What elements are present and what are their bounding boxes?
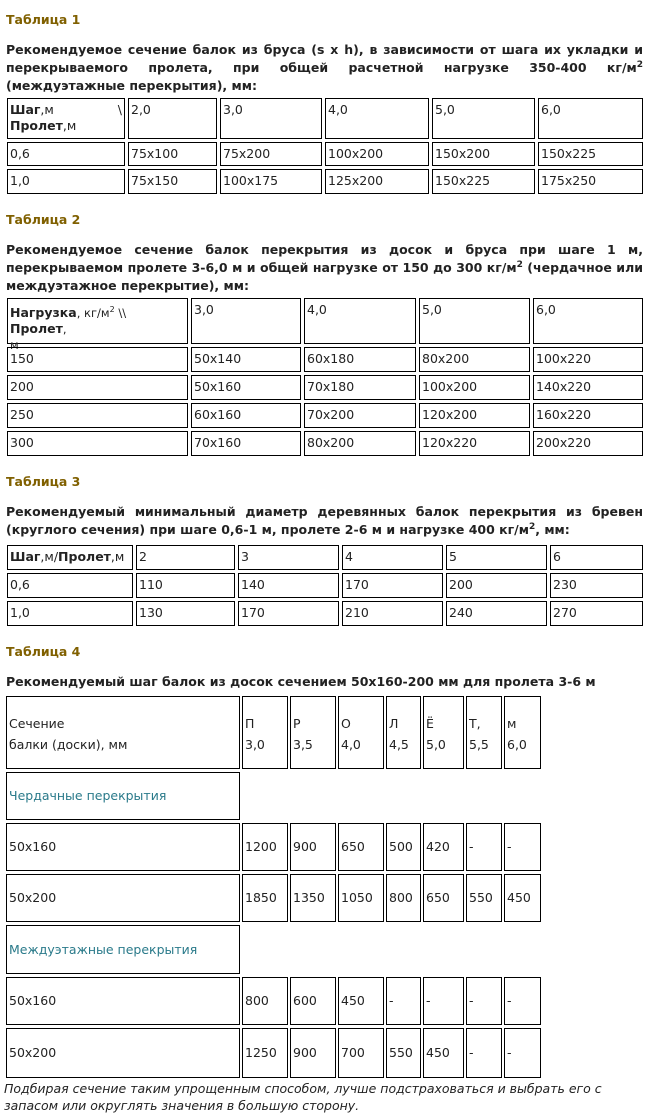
table1-cell: 150x225 [432,169,535,194]
table4-cell: 650 [423,874,464,922]
table1-cell: 75x200 [220,142,322,166]
table3-cell: 170 [238,601,339,626]
table1-corner-step: Шаг [10,102,41,117]
table4-col-letter: Ё [426,716,434,731]
table4-col-letter: О [341,716,351,731]
table4-col-letter: П [245,716,255,731]
table4-title: Таблица 4 [6,644,81,659]
table1-corner-line1 [10,102,122,118]
table4-cell: - [466,1028,502,1078]
table4-col-header [338,696,384,769]
table2-cell: 200x220 [533,431,643,456]
table4-cell: 600 [290,977,336,1025]
table3-cell: 140 [238,573,339,598]
table4-cell: 1200 [242,823,288,871]
table3-desc-text: Рекомендуемый минимальный диаметр деревянных балок перекрытия из бревен (круглого сечения) при шаге 0,6-1 м, пролете 2-6 м и нагрузке 400 кг/м [6,504,643,537]
table2-row-label: 150 [7,347,188,372]
table2-cell: 80x200 [304,431,416,456]
table2-row-label: 200 [7,375,188,400]
table2-col-header: 3,0 [191,298,301,344]
table2-title: Таблица 2 [6,212,81,227]
table1-col-header: 3,0 [220,98,322,139]
table4-corner-header [6,696,240,769]
table4-col-header [504,696,541,769]
table3-col-header: 4 [342,545,443,570]
table4-cell: 650 [338,823,384,871]
table4-col-span: 5,0 [426,737,446,752]
table2-row-label: 250 [7,403,188,428]
table2-cell: 50x140 [191,347,301,372]
table4-cell: 800 [242,977,288,1025]
table2-cell: 70x200 [304,403,416,428]
table4-cell: 700 [338,1028,384,1078]
table1-description [6,41,643,95]
table3-col-header: 5 [446,545,547,570]
table4-cell: - [466,823,502,871]
table4-section-interfloor: Междуэтажные перекрытия [6,925,240,974]
table3-cell: 270 [550,601,643,626]
table3-title: Таблица 3 [6,474,81,489]
table1-corner-slash: \ [117,102,122,117]
table1-cell: 150x200 [432,142,535,166]
table4-col-span: 3,5 [293,737,313,752]
table4-cell: - [504,823,541,871]
table1-desc-text: Рекомендуемое сечение балок из бруса (s x h), в зависимости от шага их укладки и перекрываемого пролета, при общей расчетной нагрузке 350-400 кг/м [6,42,643,75]
table3-cell: 230 [550,573,643,598]
table2-cell: 60x180 [304,347,416,372]
table2-cell: 60x160 [191,403,301,428]
table4-col-header [386,696,421,769]
table2-corner-header [7,298,188,353]
table1-desc-sup: 2 [636,59,643,70]
table2-col-header: 6,0 [533,298,643,344]
table1-corner-header [7,98,125,139]
table4-cell: 900 [290,823,336,871]
table3-desc-sup: 2 [528,521,536,532]
table1-corner-span-unit: ,м [62,118,77,133]
table1-corner-step-unit: ,м [40,102,54,117]
table4-cell: 420 [423,823,464,871]
table2-col-header: 4,0 [304,298,416,344]
table1-cell: 125x200 [325,169,429,194]
table4-cell: 1250 [242,1028,288,1078]
table3-cell: 240 [446,601,547,626]
table2-cell: 100x200 [419,375,530,400]
table2-corner-comma: , [62,322,67,337]
table2-cell: 50x160 [191,375,301,400]
table2-cell: 70x180 [304,375,416,400]
footnote: Подбирая сечение таким упрощенным способом, лучше подстраховаться и выбрать его с запасом или округлять значения в большую сторону. [4,1081,602,1113]
table2-cell: 160x220 [533,403,643,428]
table3-cell: 170 [342,573,443,598]
table3-cell: 110 [136,573,235,598]
table2-corner-load: Нагрузка [10,305,77,321]
table1-col-header: 4,0 [325,98,429,139]
table1-cell: 150x225 [538,142,643,166]
table2-corner-sup: 2 [109,305,115,314]
table2-corner-span: Пролет [10,321,63,337]
table4-row-label: 50x200 [6,874,240,922]
table2-corner-span-unit: м [10,338,19,353]
table4-section-attic: Чердачные перекрытия [6,772,240,820]
table3-corner-step: Шаг [10,549,41,564]
table2-cell: 120x220 [419,431,530,456]
table4-col-span: 3,0 [245,737,265,752]
table1-corner-span: Пролет [10,118,63,133]
table4-col-header [242,696,288,769]
table2-corner-line1 [10,302,185,337]
table1-cell: 75x100 [128,142,217,166]
table4-row-label: 50x160 [6,977,240,1025]
table1-title: Таблица 1 [6,12,81,27]
table4-col-letter: Л [389,716,399,731]
table4-description: Рекомендуемый шаг балок из досок сечением 50x160-200 мм для пролета 3-6 м [6,674,596,689]
table2-corner-slash: \\ [114,306,127,321]
table4-cell: - [386,977,421,1025]
table2-corner-load-unit: , кг/м [76,306,110,321]
table1-cell: 100x200 [325,142,429,166]
table2-description [6,241,643,295]
table1-cell: 175x250 [538,169,643,194]
table4-cell: 1850 [242,874,288,922]
table2-desc-text-end: (чердачное или междуэтажное перекрытие), мм: [6,260,643,293]
table2-cell: 70x160 [191,431,301,456]
table1-col-header: 2,0 [128,98,217,139]
table4-cell: - [423,977,464,1025]
table1-row-label: 1,0 [7,169,125,194]
table2-cell: 120x200 [419,403,530,428]
table3-cell: 130 [136,601,235,626]
table4-header-line1: Сечение [9,716,65,731]
table3-col-header: 2 [136,545,235,570]
table4-cell: 450 [423,1028,464,1078]
table4-col-span: 5,5 [469,737,489,752]
table3-description [6,503,643,539]
table4-cell: 550 [386,1028,421,1078]
table3-row-label: 0,6 [7,573,133,598]
table4-cell: 800 [386,874,421,922]
table3-cell: 210 [342,601,443,626]
table3-corner-span-unit: ,м [110,549,125,564]
table4-cell: - [466,977,502,1025]
table1-corner-line2 [10,118,122,134]
table2-cell: 140x220 [533,375,643,400]
table1-cell: 100x175 [220,169,322,194]
table4-row-label: 50x200 [6,1028,240,1078]
table2-cell: 80x200 [419,347,530,372]
table3-col-header: 3 [238,545,339,570]
table1-cell: 75x150 [128,169,217,194]
table4-header-line2: балки (доски), мм [9,737,128,752]
table3-corner-span: Пролет [58,549,111,564]
table4-col-span: 4,0 [341,737,361,752]
table4-cell: 1350 [290,874,336,922]
table4-cell: 450 [504,874,541,922]
table4-cell: 450 [338,977,384,1025]
table2-desc-sup: 2 [516,259,523,270]
table4-col-span: 6,0 [507,737,527,752]
table1-col-header: 6,0 [538,98,643,139]
table4-col-letter: Т, [469,716,481,731]
table1-row-label: 0,6 [7,142,125,166]
table2-desc-text: Рекомендуемое сечение балок перекрытия из досок и бруса при шаге 1 м, перекрываемом пролете 3-6,0 м и общей нагрузке от 150 до 300 кг/м [6,242,643,275]
table4-cell: 1050 [338,874,384,922]
table3-row-label: 1,0 [7,601,133,626]
table4-cell: 550 [466,874,502,922]
table2-col-header: 5,0 [419,298,530,344]
table4-col-letter: м [507,716,517,731]
table4-col-span: 4,5 [389,737,409,752]
table1-col-header: 5,0 [432,98,535,139]
table1-desc-text-end: (междуэтажные перекрытия), мм: [6,78,257,93]
table4-cell: 500 [386,823,421,871]
table2-row-label: 300 [7,431,188,456]
table4-col-header [423,696,464,769]
table4-cell: - [504,1028,541,1078]
table4-col-letter: Р [293,716,301,731]
table4-cell: - [504,977,541,1025]
table3-corner-header [7,545,133,570]
table3-corner-step-unit: ,м/ [40,549,59,564]
table2-cell: 100x220 [533,347,643,372]
table4-row-label: 50x160 [6,823,240,871]
table4-cell: 900 [290,1028,336,1078]
table3-col-header: 6 [550,545,643,570]
table4-col-header [290,696,336,769]
table3-desc-text-end: , мм: [535,522,570,537]
table4-col-header [466,696,502,769]
table3-cell: 200 [446,573,547,598]
